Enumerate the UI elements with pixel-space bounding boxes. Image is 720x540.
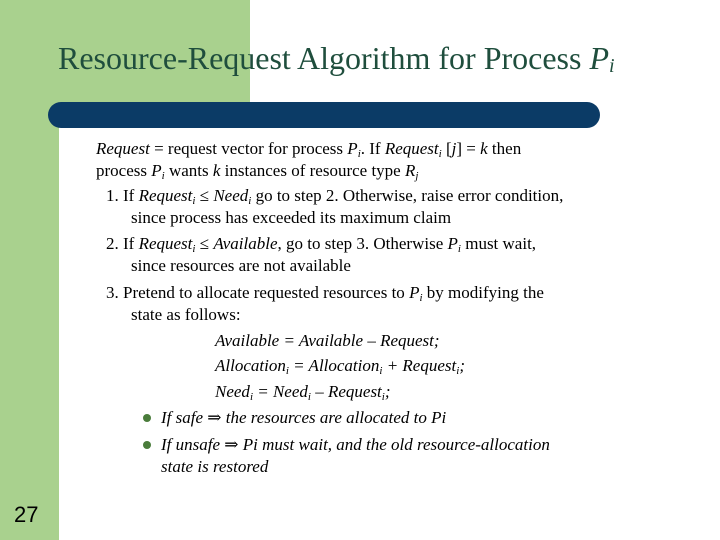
text: Pi must wait, and the old resource-allocation — [238, 435, 550, 454]
text: must wait, — [460, 234, 537, 253]
bullet-safe — [161, 407, 446, 429]
text: 2. If — [106, 234, 139, 253]
text: – Request — [310, 382, 382, 401]
text: Available = Available – Request; — [215, 331, 440, 350]
text: [ — [441, 139, 452, 158]
title-underline-bar — [48, 102, 600, 128]
text-request: Request — [384, 139, 439, 158]
bullet-unsafe-line-1 — [161, 434, 550, 456]
title-variable: P — [589, 40, 609, 76]
step-3-line-2: state as follows: — [131, 305, 241, 324]
text-p: P — [347, 139, 358, 158]
text-p: P — [409, 283, 420, 302]
text: . If — [360, 139, 385, 158]
text: then — [487, 139, 522, 158]
subscript: i — [438, 148, 442, 160]
equation-need — [215, 381, 391, 408]
leq-symbol: ≤ — [195, 186, 214, 205]
bullet-icon — [143, 414, 151, 422]
title-subscript: i — [609, 55, 615, 77]
subscript: i — [285, 365, 289, 377]
title-prefix: Resource-Request Algorithm for Process — [58, 40, 590, 76]
definition-line-2 — [96, 160, 418, 187]
text-p: P — [447, 234, 458, 253]
text-j: j — [451, 139, 457, 158]
text: If safe — [161, 408, 208, 427]
text-need: Need — [213, 186, 249, 205]
text: , go to step 3. Otherwise — [277, 234, 448, 253]
text: 1. If — [106, 186, 139, 205]
equation-allocation — [215, 355, 465, 382]
subscript: i — [249, 391, 253, 403]
text: go to step 2. Otherwise, raise error condition, — [251, 186, 564, 205]
text: ; — [384, 382, 391, 401]
subscript: i — [192, 243, 196, 255]
leq-symbol: ≤ — [195, 234, 214, 253]
subscript: i — [161, 170, 165, 182]
equation-available — [215, 330, 440, 352]
step-1-line-2: since process has exceeded its maximum claim — [131, 208, 452, 227]
text: + Request — [382, 356, 457, 375]
text-r: R — [404, 161, 416, 180]
text: = request vector for process — [149, 139, 348, 158]
bullet-icon — [143, 441, 151, 449]
subscript: i — [192, 195, 196, 207]
text-available: Available — [213, 234, 278, 253]
step-2-line-2: since resources are not available — [131, 256, 351, 275]
subscript: i — [456, 365, 460, 377]
text-p: P — [151, 161, 162, 180]
text: process — [96, 161, 152, 180]
text: wants — [164, 161, 213, 180]
implies-icon: ⇒ — [224, 435, 239, 454]
text: Need — [215, 382, 250, 401]
subscript: i — [307, 391, 311, 403]
text: ] = — [456, 139, 481, 158]
text-request: Request — [138, 186, 193, 205]
subscript: i — [379, 365, 383, 377]
text-k: k — [212, 161, 221, 180]
text: = Allocation — [288, 356, 380, 375]
text-request: Request — [138, 234, 193, 253]
text: 3. Pretend to allocate requested resources to — [106, 283, 410, 302]
text: the resources are allocated to Pi — [221, 408, 447, 427]
subscript: i — [457, 243, 461, 255]
implies-icon: ⇒ — [207, 408, 222, 427]
bullet-unsafe-line-2 — [161, 456, 268, 478]
text: Allocation — [215, 356, 286, 375]
subscript: i — [419, 292, 423, 304]
subscript: i — [381, 391, 385, 403]
text: instances of resource type — [220, 161, 405, 180]
text: by modifying the — [422, 283, 544, 302]
text-request: Request — [96, 139, 150, 158]
text: state is restored — [161, 457, 269, 476]
subscript: i — [248, 195, 252, 207]
subscript: i — [357, 148, 361, 160]
subscript: j — [415, 170, 419, 182]
text-k: k — [480, 139, 488, 158]
slide-number: 27 — [14, 502, 39, 527]
text: If unsafe — [161, 435, 225, 454]
text: = Need — [253, 382, 308, 401]
text: ; — [459, 356, 465, 375]
slide-title — [58, 40, 698, 78]
